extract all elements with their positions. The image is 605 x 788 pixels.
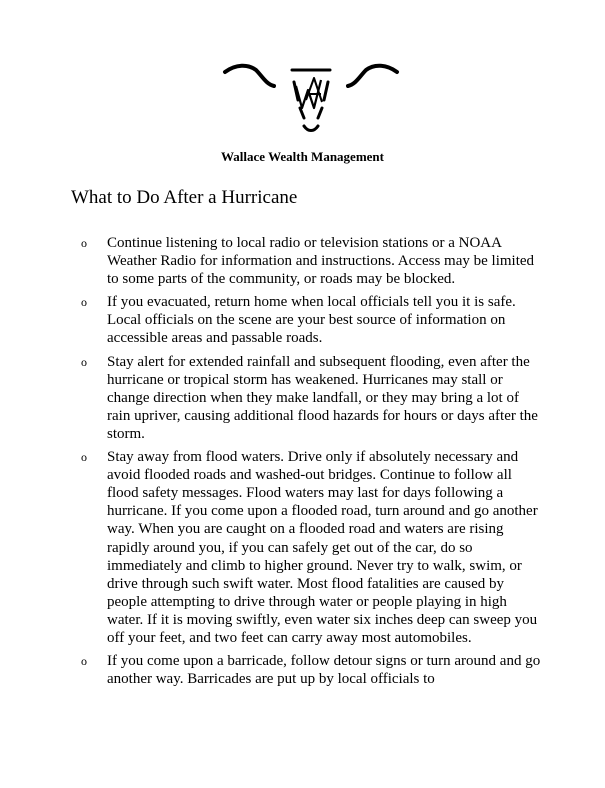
page-title: What to Do After a Hurricane (71, 187, 298, 208)
list-item (0, 353, 541, 443)
bullet-icon: o (81, 654, 87, 669)
list-item (0, 448, 541, 647)
company-name: Wallace Wealth Management (221, 149, 384, 164)
bullet-icon: o (81, 450, 87, 465)
list-item-text: Stay alert for extended rainfall and subsequent flooding, even after the hurricane or tropical storm has weakened. Hurricanes may stall or change direction when they make landfall, or they may bring a lot of rain upriver, causing additional flood hazards for hours or days after the storm. (107, 353, 538, 442)
list-item-text: If you come upon a barricade, follow detour signs or turn around and go another way. Barricades are put up by local officials to (107, 653, 541, 688)
bullet-icon: o (81, 354, 87, 369)
list-item-text: If you evacuated, return home when local officials tell you it is safe. Local officials on the scene are your best source of information on accessible areas and passable roads. (107, 294, 516, 347)
list-item-text: Continue listening to local radio or television stations or a NOAA Weather Radio for information and instructions. Access may be limited to some parts of the community, or roads may be blocked. (107, 235, 535, 288)
list-item (0, 293, 541, 347)
list-item-text: Stay away from flood waters. Drive only if absolutely necessary and avoid flooded roads and washed-out bridges. Continue to follow all flood safety messages. Flood waters may last for days following a hurricane. If you come upon a flooded road, turn around and go another way. When you are caught on a flooded road and waters are rising rapidly around you, if you can safely get out of the car, do so immediately and climb to higher ground. Never try to walk, swim, or drive through such swift water. Most flood fatalities are caused by people attempting to drive through water or people playing in high water. If it is moving swiftly, even water six inches deep can sweep you off your feet, and two feet can carry away most automobiles. (107, 449, 538, 646)
wallace-longhorn-logo-icon (222, 60, 400, 136)
bullet-list (0, 234, 605, 693)
bullet-icon: o (81, 236, 87, 250)
bullet-icon: o (81, 295, 87, 310)
list-item (0, 652, 541, 688)
list-item (0, 234, 541, 288)
